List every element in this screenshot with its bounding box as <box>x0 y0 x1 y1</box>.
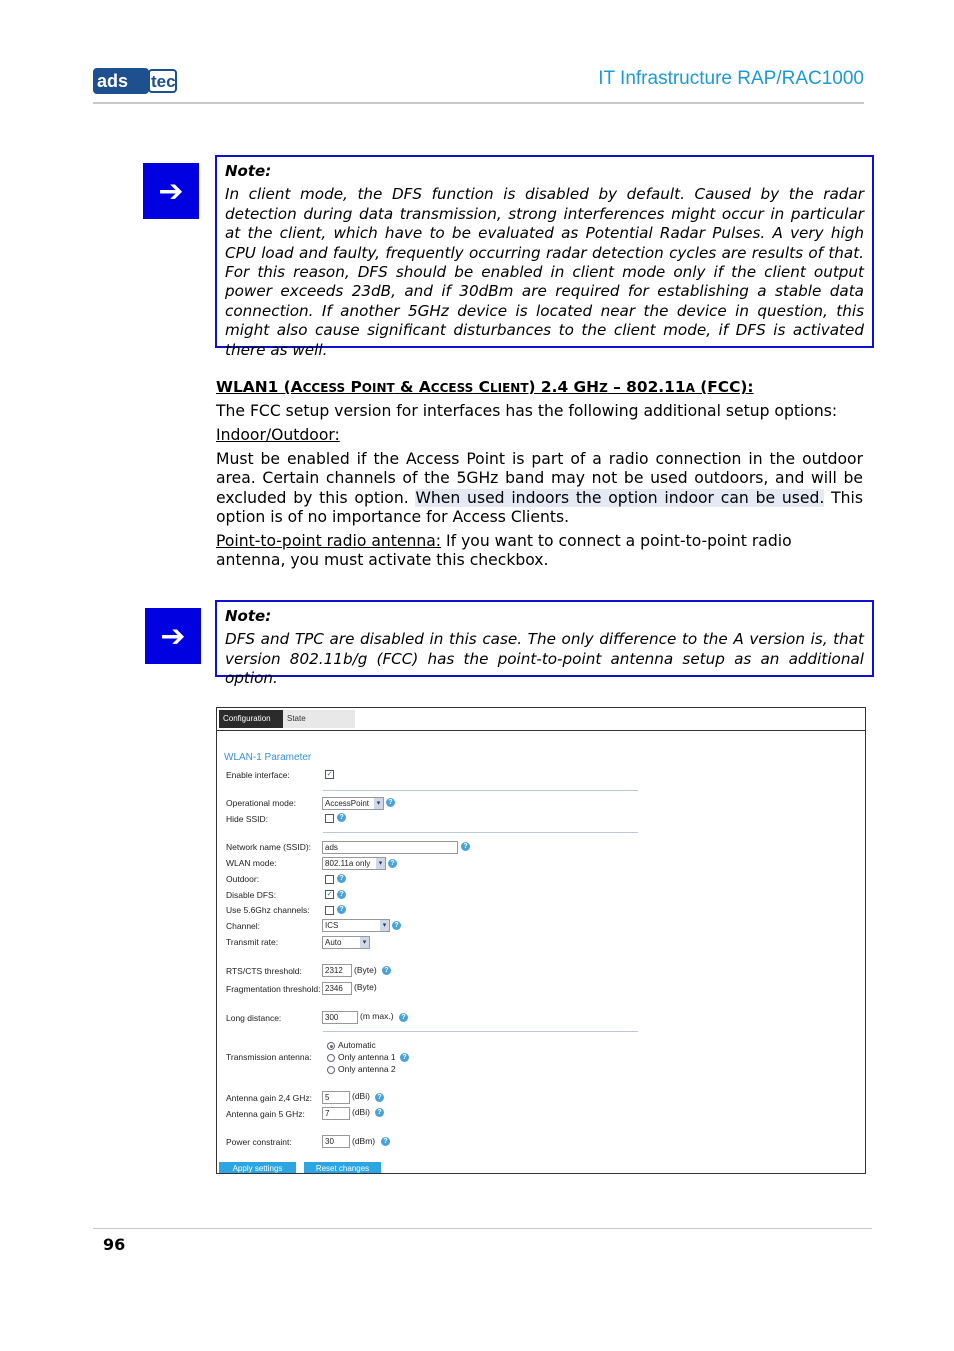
hide-ssid-checkbox[interactable] <box>325 814 334 823</box>
power-constraint-label: Power constraint: <box>226 1137 292 1147</box>
rts-cts-input[interactable]: 2312 <box>322 964 352 977</box>
wlan-mode-value: 802.11a only <box>325 859 371 868</box>
antenna-automatic-label: Automatic <box>338 1040 376 1050</box>
chevron-down-icon: ▾ <box>374 798 383 809</box>
antenna-2-radio[interactable] <box>327 1066 335 1074</box>
chevron-down-icon: ▾ <box>360 937 369 948</box>
hide-ssid-label: Hide SSID: <box>226 814 269 824</box>
channel-value: ICS <box>325 921 339 930</box>
antenna-1-label: Only antenna 1 <box>338 1052 396 1062</box>
wlan-mode-label: WLAN mode: <box>226 858 277 868</box>
meter-unit: (m max.) <box>360 1011 394 1021</box>
disable-dfs-checkbox[interactable]: ✓ <box>326 891 333 898</box>
help-icon[interactable]: ? <box>392 921 401 930</box>
heading-part: C <box>473 378 490 396</box>
svg-text:tec: tec <box>151 72 176 91</box>
note-box <box>215 155 874 359</box>
paragraph-text: Must be enabled if the Access Point is part of a radio connection in the outdoor area. Certain channels of the 5GHz band may not be used outdoors, and will be excluded by this option. <box>216 450 863 507</box>
operational-mode-label: Operational mode: <box>226 798 296 808</box>
apply-settings-button[interactable]: Apply settings <box>219 1162 296 1174</box>
use-56ghz-label: Use 5.6Ghz channels: <box>226 905 310 915</box>
chevron-down-icon: ▾ <box>376 858 385 869</box>
disable-dfs-label: Disable DFS: <box>226 890 277 900</box>
help-icon[interactable]: ? <box>388 859 397 868</box>
antenna-1-radio[interactable] <box>327 1054 335 1062</box>
byte-unit: (Byte) <box>354 982 377 992</box>
dbi-unit: (dBi) <box>352 1107 370 1117</box>
separator <box>323 832 638 833</box>
tab-bar <box>217 708 865 731</box>
document-title: IT Infrastructure RAP/RAC1000 <box>598 68 864 89</box>
channel-label: Channel: <box>226 921 261 931</box>
transmit-rate-value: Auto <box>325 938 342 947</box>
fragmentation-input[interactable]: 2346 <box>322 982 352 995</box>
arrow-right-icon: ➔ <box>158 173 184 209</box>
channel-select[interactable] <box>322 919 390 932</box>
note-arrow-icon <box>143 163 199 219</box>
help-icon[interactable]: ? <box>337 890 346 899</box>
network-name-label: Network name (SSID): <box>226 842 312 852</box>
note-text: DFS and TPC are disabled in this case. The only difference to the A version is, that version 802.11b/g (FCC) has the point-to-point antenna setup as an additional option. <box>225 630 864 688</box>
help-icon[interactable]: ? <box>381 1137 390 1146</box>
byte-unit: (Byte) <box>354 965 377 975</box>
long-distance-label: Long distance: <box>226 1013 282 1023</box>
operational-mode-value: AccessPoint <box>325 799 370 808</box>
separator <box>323 790 638 791</box>
help-icon[interactable]: ? <box>375 1108 384 1117</box>
panel-title: WLAN-1 Parameter <box>224 752 312 763</box>
help-icon[interactable]: ? <box>337 874 346 883</box>
indoor-outdoor-label <box>216 426 863 445</box>
reset-changes-button[interactable]: Reset changes <box>304 1162 381 1174</box>
footer-divider <box>93 1228 872 1229</box>
separator <box>323 1031 638 1032</box>
tab-state[interactable]: State <box>283 710 355 728</box>
help-icon[interactable]: ? <box>461 842 470 851</box>
help-icon[interactable]: ? <box>337 813 346 822</box>
page-number: 96 <box>103 1235 126 1254</box>
heading-part: OINT <box>361 381 395 395</box>
antenna-gain-5-input[interactable]: 7 <box>322 1107 350 1120</box>
heading-part: WLAN1 (A <box>216 378 303 396</box>
transmission-antenna-label: Transmission antenna: <box>226 1052 312 1062</box>
header-divider <box>93 102 864 104</box>
help-icon[interactable]: ? <box>337 905 346 914</box>
power-constraint-input[interactable]: 30 <box>322 1135 350 1148</box>
note-box <box>215 600 874 688</box>
section-heading <box>216 378 754 396</box>
antenna-2-label: Only antenna 2 <box>338 1064 396 1074</box>
fragmentation-label: Fragmentation threshold: <box>226 984 321 994</box>
intro-paragraph: The FCC setup version for interfaces has the following additional setup options: <box>216 402 838 420</box>
heading-part: Z <box>599 381 608 395</box>
dbm-unit: (dBm) <box>352 1136 376 1146</box>
heading-part: & A <box>394 378 431 396</box>
transmit-rate-label: Transmit rate: <box>226 937 279 947</box>
note-text: In client mode, the DFS function is disabled by default. Caused by the radar detection during data transmission, strong interferences might occur in particular at the client, which have to be evaluated as Potential Radar Pulses. A very high CPU load and faulty, frequently occurring radar detection cycles are results of that. For this reason, DFS should be enabled in client mode only if the client output power exceeds 23dB, and if 30dBm are required for establishing a stable data connection. If another 5GHz device is located near the device in question, this might also cause significant disturbances to the client mode, if DFS is activated there as well. <box>225 185 864 359</box>
heading-part: A <box>685 381 695 395</box>
note-title: Note: <box>225 162 272 180</box>
wlan-mode-select[interactable] <box>322 857 386 870</box>
paragraph-text: This option is of no importance for Access Clients. <box>216 488 863 527</box>
outdoor-label: Outdoor: <box>226 874 260 884</box>
antenna-gain-24-label: Antenna gain 2,4 GHz: <box>226 1093 313 1103</box>
indoor-outdoor-paragraph <box>216 450 863 528</box>
heading-part: LIENT <box>489 381 529 395</box>
help-icon[interactable]: ? <box>382 966 391 975</box>
operational-mode-select[interactable] <box>322 797 384 810</box>
help-icon[interactable]: ? <box>375 1093 384 1102</box>
help-icon[interactable]: ? <box>386 798 395 807</box>
paragraph-text: If you want to connect a point-to-point radio antenna, you must activate this checkbox. <box>216 532 792 570</box>
help-icon[interactable]: ? <box>400 1053 409 1062</box>
wlan-config-screenshot <box>216 707 866 1174</box>
p2p-paragraph <box>216 532 863 571</box>
heading-part: – 802.11 <box>607 378 686 396</box>
antenna-automatic-radio[interactable] <box>327 1042 335 1050</box>
heading-part: ) 2.4 GH <box>528 378 600 396</box>
rts-cts-label: RTS/CTS threshold: <box>226 966 302 976</box>
heading-part: CCESS <box>430 381 474 395</box>
enable-interface-checkbox[interactable]: ✓ <box>326 771 333 778</box>
svg-text:ads: ads <box>97 71 129 91</box>
heading-part: (FCC): <box>694 378 754 396</box>
transmit-rate-select[interactable] <box>322 936 370 949</box>
adstec-logo <box>93 68 177 94</box>
long-distance-input[interactable]: 300 <box>322 1011 358 1024</box>
arrow-right-icon: ➔ <box>160 618 186 654</box>
note-title: Note: <box>225 607 272 625</box>
tab-configuration[interactable]: Configuration <box>219 710 291 728</box>
heading-part: P <box>345 378 362 396</box>
chevron-down-icon: ▾ <box>380 920 389 931</box>
highlighted-text: When used indoors the option indoor can be used. <box>415 488 825 507</box>
enable-interface-label: Enable interface: <box>226 770 290 780</box>
dbi-unit: (dBi) <box>352 1091 370 1101</box>
note-arrow-icon <box>145 608 201 664</box>
use-56ghz-checkbox[interactable] <box>325 906 334 915</box>
heading-part: CCESS <box>302 381 346 395</box>
indoor-outdoor-label-text: Indoor/Outdoor: <box>216 426 340 444</box>
network-name-input[interactable]: ads <box>322 841 458 854</box>
antenna-gain-24-input[interactable]: 5 <box>322 1091 350 1104</box>
p2p-label: Point-to-point radio antenna: <box>216 532 442 550</box>
outdoor-checkbox[interactable] <box>325 875 334 884</box>
antenna-gain-5-label: Antenna gain 5 GHz: <box>226 1109 305 1119</box>
help-icon[interactable]: ? <box>399 1013 408 1022</box>
